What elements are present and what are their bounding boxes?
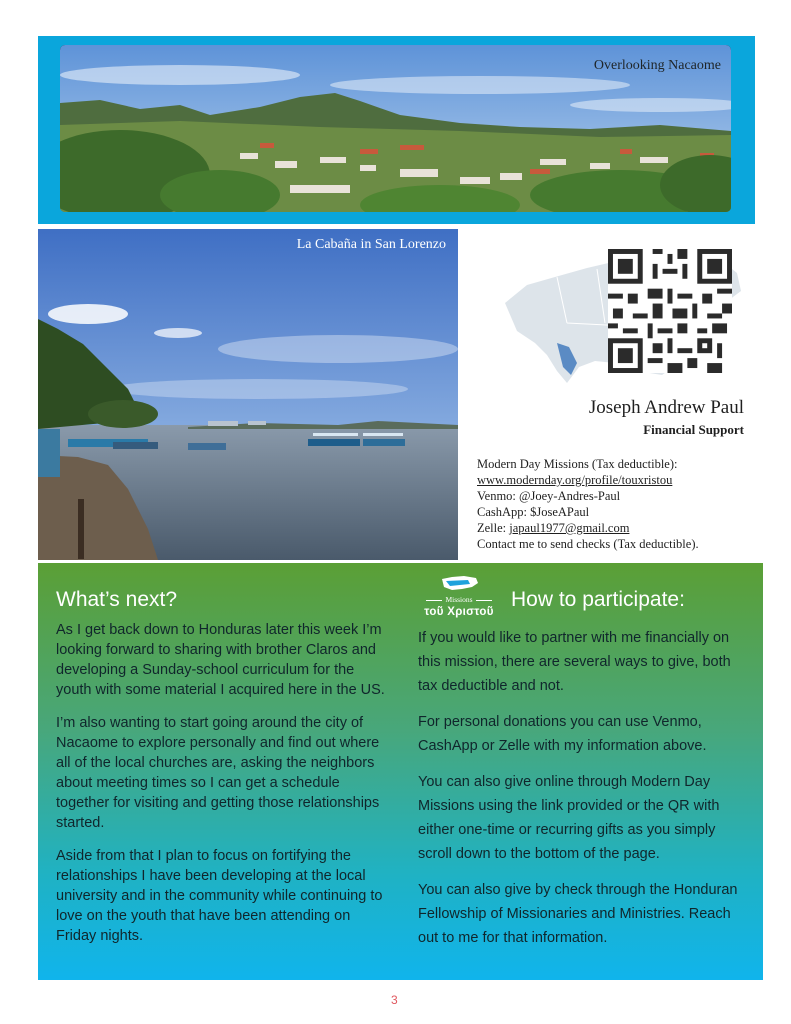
how-to-participate-heading: How to participate: <box>511 588 685 611</box>
san-lorenzo-lake-image <box>38 229 458 560</box>
participate-paragraph: For personal donations you can use Venmo, CashApp or Zelle with my information above. <box>418 714 707 754</box>
donation-qr-code-icon[interactable] <box>608 249 732 373</box>
checks-line: Contact me to send checks (Tax deductible). <box>477 537 699 551</box>
lake-photo-caption: La Cabaña in San Lorenzo <box>296 237 446 252</box>
modern-day-link[interactable]: www.modernday.org/profile/touxristou <box>477 473 673 487</box>
whats-next-heading: What’s next? <box>56 588 178 611</box>
logo-greek-text: τοῦ Χριστοῦ <box>424 606 494 618</box>
missions-logo <box>418 571 500 623</box>
participate-text <box>418 626 748 962</box>
top-photo-frame <box>38 36 755 224</box>
san-lorenzo-photo <box>38 229 458 560</box>
whats-next-paragraph: As I get back down to Honduras later this week I’m looking forward to sharing with brother Claros and developing a Sunday-school curriculum for the youth with some material I acquired here in the US. <box>56 622 385 698</box>
whats-next-paragraph: I’m also wanting to start going around the city of Nacaome to explore personally and find out where all of the local churches are, asking the neighbors about meeting times so I can get a schedule together for visiting and getting those relationships started. <box>56 715 380 831</box>
financial-support-label: Financial Support <box>643 422 744 437</box>
whats-next-paragraph: Aside from that I plan to focus on fortifying the relationships I have been developing at the local university and in the community while continuing to love on the youth that have been attending on Friday nights. <box>56 848 383 944</box>
honduras-flag-icon <box>438 575 480 591</box>
page-number: 3 <box>391 993 398 1007</box>
nacaome-photo <box>60 45 731 212</box>
venmo-line: Venmo: @Joey-Andres-Paul <box>477 489 621 503</box>
info-panel <box>38 563 763 980</box>
logo-missions-text: Missions <box>418 595 500 604</box>
modern-day-label: Modern Day Missions (Tax deductible): <box>477 457 678 471</box>
zelle-label: Zelle: <box>477 521 510 535</box>
participate-paragraph: You can also give by check through the Honduran Fellowship of Missionaries and Ministries. Reach out to me for that information. <box>418 882 738 946</box>
top-photo-caption: Overlooking Nacaome <box>593 58 721 73</box>
donation-details <box>477 456 767 552</box>
zelle-line <box>477 520 767 536</box>
participate-paragraph: You can also give online through Modern Day Missions using the link provided or the QR with either one-time or recurring gifts as you simply scroll down to the bottom of the page. <box>418 774 720 862</box>
zelle-email-link[interactable]: japaul1977@gmail.com <box>509 521 630 535</box>
whats-next-text <box>56 620 386 959</box>
supporter-name: Joseph Andrew Paul <box>588 397 744 418</box>
cashapp-line: CashApp: $JoseAPaul <box>477 505 590 519</box>
participate-paragraph: If you would like to partner with me financially on this mission, there are several ways to give, both tax deductible and not. <box>418 630 731 694</box>
